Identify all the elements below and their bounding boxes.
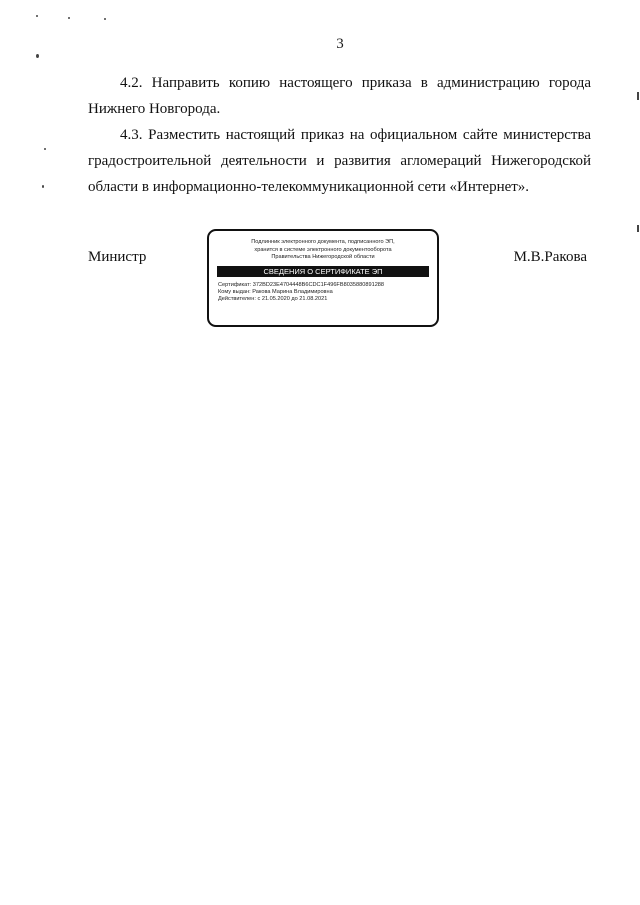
scan-speck [68,17,70,19]
page-number: 3 [336,36,344,52]
stamp-issued-to: Кому выдан: Ракова Марина Владимировна [218,288,333,295]
stamp-details [209,277,437,304]
scan-speck [36,54,39,58]
electronic-signature-stamp [207,229,439,327]
signatory-name: М.В.Ракова [513,249,587,265]
paragraph-4-2: 4.2. Направить копию настоящего приказа в администрацию города Нижнего Новгорода. [88,75,591,117]
stamp-header: Подлинник электронного документа, подписанного ЭП, хранится в системе электронного документооборота Правительства Нижегородской области [251,239,395,260]
scan-speck [44,148,46,150]
stamp-validity: Действителен: с 21.05.2020 до 21.08.2021 [218,296,328,303]
scan-speck [637,92,639,100]
signatory-position: Министр [88,249,147,265]
scan-speck [42,185,44,188]
stamp-title: СВЕДЕНИЯ О СЕРТИФИКАТЕ ЭП [217,266,429,277]
paragraph-4-3: 4.3. Разместить настоящий приказ на официальном сайте министерства градостроительной деятельности и развития агломераций Нижегородской области в информационно-телекоммуникационной сети «Интернет». [88,127,591,195]
stamp-certificate: Сертификат: 372BD23E4704448B6CDC1F496FB8035880891288 [218,281,385,288]
scan-speck [637,225,639,232]
scan-speck [104,18,106,20]
scan-speck [36,15,38,17]
